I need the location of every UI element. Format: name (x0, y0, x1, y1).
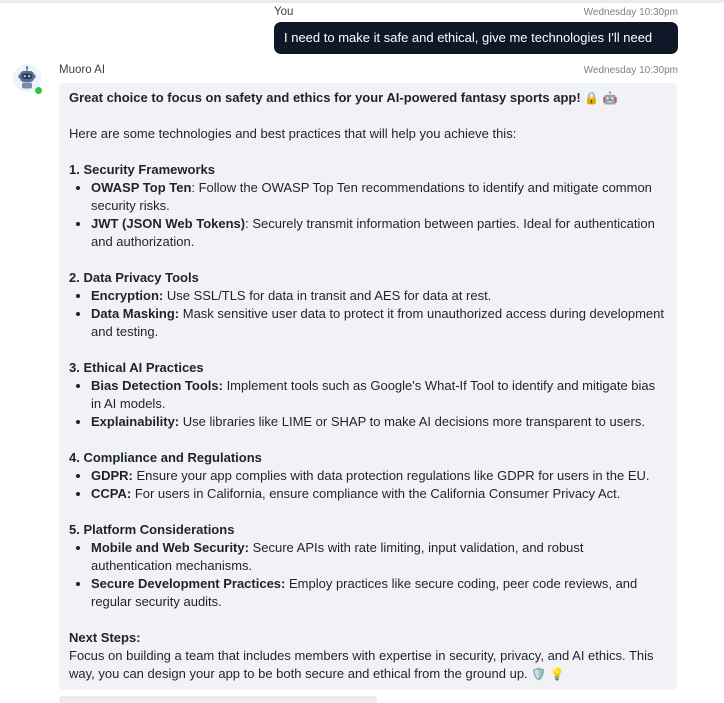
section (69, 269, 667, 341)
section-item-term: Encryption: (91, 288, 164, 303)
section-item-text: Implement tools such as Google's What-If Tool to identify and mitigate bias in AI models. (91, 378, 656, 411)
section-item-text: Ensure your app complies with data protection regulations like GDPR for users in the EU. (132, 468, 650, 483)
section-item-term: Data Masking: (91, 306, 180, 321)
section (69, 521, 667, 611)
next-steps-text: Focus on building a team that includes members with expertise in security, privacy, and AI ethics. This way, you can design your app to be both secure and ethical from the ground up. (69, 648, 654, 681)
section (69, 161, 667, 251)
section-item (91, 179, 667, 215)
ai-sender-name: Muoro AI (59, 64, 106, 76)
ai-intro: Here are some technologies and best practices that will help you achieve this: (69, 126, 517, 141)
ai-lead-text: Great choice to focus on safety and ethics for your AI-powered fantasy sports app! (69, 90, 581, 105)
section-list (69, 467, 667, 503)
section-item (91, 377, 667, 413)
section (69, 359, 667, 431)
top-divider (0, 0, 724, 3)
next-steps (69, 629, 667, 683)
user-message-header (274, 6, 678, 18)
section-item-text: Mask sensitive user data to protect it from unauthorized access during development and testing. (91, 306, 664, 339)
user-sender-name: You (274, 6, 294, 18)
section-item-term: CCPA: (91, 486, 132, 501)
section-title: 1. Security Frameworks (69, 162, 215, 177)
section-item (91, 575, 667, 611)
section-title: 2. Data Privacy Tools (69, 270, 199, 285)
user-message-time: Wednesday 10:30pm (583, 6, 678, 18)
lock-robot-emoji-icon: 🔒 🤖 (584, 91, 618, 105)
section-item-text: Use libraries like LIME or SHAP to make AI decisions more transparent to users. (179, 414, 645, 429)
section-item-term: Explainability: (91, 414, 180, 429)
section-item (91, 305, 667, 341)
section-item (91, 485, 667, 503)
next-steps-body (69, 647, 667, 683)
next-steps-title: Next Steps: (69, 630, 141, 645)
section-item-term: JWT (JSON Web Tokens) (91, 216, 246, 231)
section-list (69, 287, 667, 341)
section-title: 3. Ethical AI Practices (69, 360, 204, 375)
section-item-text: : Securely transmit information between parties. Ideal for authentication and authorization. (91, 216, 655, 249)
ai-lead (69, 89, 667, 107)
ai-message-time: Wednesday 10:30pm (583, 64, 678, 76)
section-list (69, 179, 667, 251)
horizontal-scrollbar[interactable] (59, 696, 377, 703)
section-item (91, 215, 667, 251)
section-item-term: Secure Development Practices: (91, 576, 286, 591)
section-item (91, 413, 667, 431)
section-list (69, 377, 667, 431)
user-message-bubble: I need to make it safe and ethical, give me technologies I'll need (274, 22, 678, 54)
section-item-term: GDPR: (91, 468, 133, 483)
section-item (91, 539, 667, 575)
ai-sections (69, 161, 667, 611)
ai-message-header (59, 64, 678, 76)
ai-message-bubble (59, 83, 677, 690)
section (69, 449, 667, 503)
section-item-term: Mobile and Web Security: (91, 540, 249, 555)
robot-avatar-icon (12, 63, 42, 93)
section-title: 4. Compliance and Regulations (69, 450, 262, 465)
section-item-term: OWASP Top Ten (91, 180, 192, 195)
section-item-text: Use SSL/TLS for data in transit and AES for data at rest. (163, 288, 492, 303)
section-item-text: : Follow the OWASP Top Ten recommendations to identify and mitigate common security risks. (91, 180, 652, 213)
section-title: 5. Platform Considerations (69, 522, 235, 537)
section-item (91, 467, 667, 485)
section-list (69, 539, 667, 611)
section-item-text: For users in California, ensure compliance with the California Consumer Privacy Act. (131, 486, 621, 501)
section-item-term: Bias Detection Tools: (91, 378, 223, 393)
section-item (91, 287, 667, 305)
section-item-text: Employ practices like secure coding, peer code reviews, and regular security audits. (91, 576, 638, 609)
section-item-text: Secure APIs with rate limiting, input validation, and robust authentication mechanisms. (91, 540, 584, 573)
online-status-icon (34, 86, 43, 95)
user-message (274, 6, 678, 54)
shield-bulb-emoji-icon: 🛡️ 💡 (531, 667, 565, 681)
